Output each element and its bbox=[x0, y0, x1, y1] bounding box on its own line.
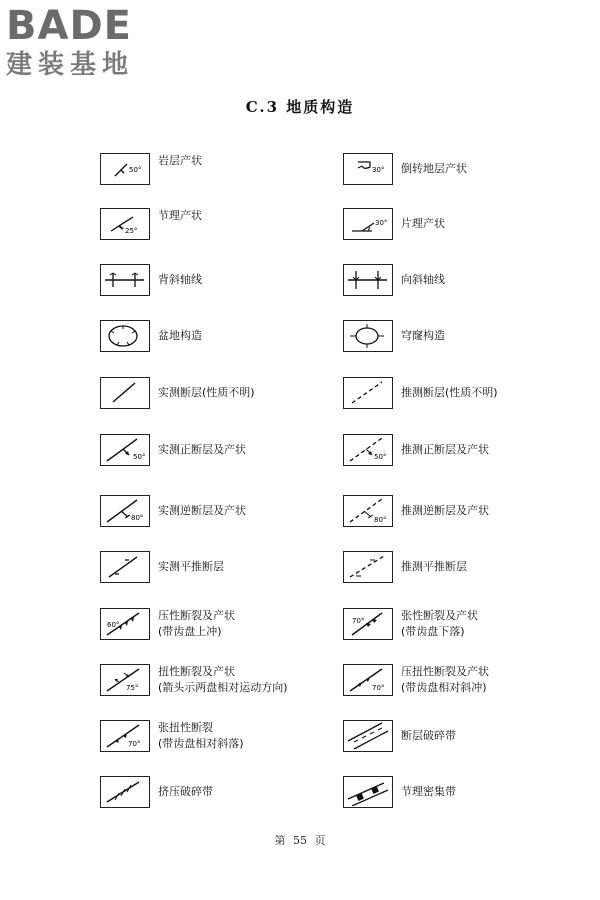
legend-label: 背斜轴线 bbox=[158, 273, 202, 286]
svg-text:80°: 80° bbox=[131, 514, 144, 522]
svg-text:30°: 30° bbox=[372, 166, 385, 174]
legend-label: 推测平推断层 bbox=[401, 560, 467, 573]
logo-subtitle: 建装基地 bbox=[6, 50, 135, 80]
legend-label-note: (带齿盘上冲) bbox=[158, 625, 222, 638]
symbol-measured-normal-fault-icon bbox=[100, 434, 150, 466]
logo-text: BADE bbox=[6, 3, 132, 49]
svg-text:75°: 75° bbox=[126, 684, 139, 692]
legend-label: 实测逆断层及产状 bbox=[158, 504, 246, 517]
bade-logo bbox=[6, 4, 134, 80]
legend-item-dense-joint-zone bbox=[343, 776, 600, 812]
legend-item-compression-crush-zone bbox=[100, 776, 360, 812]
svg-text:50°: 50° bbox=[133, 453, 146, 461]
symbol-measured-reverse-fault-icon bbox=[100, 495, 150, 527]
legend-item-syncline-axis bbox=[343, 264, 600, 300]
legend-label: 压性断裂及产状 bbox=[158, 609, 235, 622]
svg-text:80°: 80° bbox=[374, 516, 387, 524]
symbol-measured-strike-slip-fault-icon bbox=[100, 551, 150, 583]
legend-label-note: (带齿盘相对斜冲) bbox=[401, 681, 487, 694]
symbol-inferred-reverse-fault-icon bbox=[343, 495, 393, 527]
page-footer bbox=[0, 832, 600, 848]
legend-item-dome-structure bbox=[343, 320, 600, 356]
symbol-syncline-axis-icon bbox=[343, 264, 393, 296]
legend-label: 盆地构造 bbox=[158, 329, 202, 342]
legend-item-fault-crush-zone bbox=[343, 720, 600, 756]
svg-text:50°: 50° bbox=[374, 453, 387, 461]
symbol-anticline-axis-icon bbox=[100, 264, 150, 296]
legend-label: 片理产状 bbox=[401, 217, 445, 230]
legend-label: 推测正断层及产状 bbox=[401, 443, 489, 456]
legend-item-schistosity bbox=[343, 208, 600, 244]
legend-item-measured-fault bbox=[100, 377, 360, 413]
legend-label-note: (带齿盘下落) bbox=[401, 625, 465, 638]
svg-text:60°: 60° bbox=[107, 621, 120, 629]
svg-text:30°: 30° bbox=[375, 219, 388, 227]
legend-label: 向斜轴线 bbox=[401, 273, 445, 286]
legend-item-joint-attitude bbox=[100, 208, 360, 244]
symbol-inferred-fault-icon bbox=[343, 377, 393, 409]
legend-label: 岩层产状 bbox=[158, 154, 202, 167]
symbol-inferred-strike-slip-fault-icon bbox=[343, 551, 393, 583]
svg-text:25°: 25° bbox=[125, 227, 138, 235]
legend-label-note: (箭头示两盘相对运动方向) bbox=[158, 681, 288, 694]
symbol-compressive-torsional-fracture-icon bbox=[343, 664, 393, 696]
svg-text:70°: 70° bbox=[372, 684, 385, 692]
legend-label: 穹窿构造 bbox=[401, 329, 445, 342]
legend-label: 断层破碎带 bbox=[401, 729, 456, 742]
symbol-schistosity-icon bbox=[343, 208, 393, 240]
legend-item-compressive-fracture bbox=[100, 608, 360, 644]
svg-text:70°: 70° bbox=[352, 617, 365, 625]
symbol-measured-fault-icon bbox=[100, 377, 150, 409]
symbol-overturned-strata-icon bbox=[343, 153, 393, 185]
symbol-tensional-fracture-icon bbox=[343, 608, 393, 640]
symbol-basin-structure-icon bbox=[100, 320, 150, 352]
legend-label: 推测断层(性质不明) bbox=[401, 386, 498, 399]
svg-text:50°: 50° bbox=[129, 166, 142, 174]
legend-label: 挤压破碎带 bbox=[158, 785, 213, 798]
symbol-dome-structure-icon bbox=[343, 320, 393, 352]
legend-item-measured-reverse-fault bbox=[100, 495, 360, 531]
symbol-torsional-fracture-icon bbox=[100, 664, 150, 696]
legend-label: 实测断层(性质不明) bbox=[158, 386, 255, 399]
legend-item-tensional-torsional-fracture bbox=[100, 720, 360, 756]
legend-item-inferred-reverse-fault bbox=[343, 495, 600, 531]
svg-text:70°: 70° bbox=[128, 740, 141, 748]
section-title: C.3 地质构造 bbox=[245, 98, 355, 116]
legend-label: 实测正断层及产状 bbox=[158, 443, 246, 456]
legend-item-measured-strike-slip-fault bbox=[100, 551, 360, 587]
legend-label: 张扭性断裂 bbox=[158, 721, 213, 734]
legend-item-overturned-strata bbox=[343, 153, 600, 189]
legend-label: 节理产状 bbox=[158, 209, 202, 222]
legend-item-tensional-fracture bbox=[343, 608, 600, 644]
legend-label: 推测逆断层及产状 bbox=[401, 504, 489, 517]
symbol-dense-joint-zone-icon bbox=[343, 776, 393, 808]
legend-label-note: (带齿盘相对斜落) bbox=[158, 737, 244, 750]
legend-label: 扭性断裂及产状 bbox=[158, 665, 235, 678]
legend-item-strata-attitude bbox=[100, 153, 360, 189]
legend-label: 实测平推断层 bbox=[158, 560, 224, 573]
page-number: 55 bbox=[293, 834, 307, 847]
page-suffix: 页 bbox=[314, 834, 326, 847]
legend-item-basin-structure bbox=[100, 320, 360, 356]
legend-item-torsional-fracture bbox=[100, 664, 360, 700]
legend-item-inferred-normal-fault bbox=[343, 434, 600, 470]
legend-item-compressive-torsional-fracture bbox=[343, 664, 600, 700]
symbol-joint-attitude-icon bbox=[100, 208, 150, 240]
legend-item-inferred-strike-slip-fault bbox=[343, 551, 600, 587]
legend-item-anticline-axis bbox=[100, 264, 360, 300]
symbol-inferred-normal-fault-icon bbox=[343, 434, 393, 466]
legend-label: 张性断裂及产状 bbox=[401, 609, 478, 622]
symbol-compressive-fracture-icon bbox=[100, 608, 150, 640]
legend-label: 压扭性断裂及产状 bbox=[401, 665, 489, 678]
legend-item-inferred-fault bbox=[343, 377, 600, 413]
legend-label: 倒转地层产状 bbox=[401, 162, 467, 175]
page-prefix: 第 bbox=[274, 834, 286, 847]
legend-item-measured-normal-fault bbox=[100, 434, 360, 470]
symbol-compression-crush-zone-icon bbox=[100, 776, 150, 808]
symbol-strata-attitude-icon bbox=[100, 153, 150, 185]
legend-label: 节理密集带 bbox=[401, 785, 456, 798]
symbol-tensional-torsional-fracture-icon bbox=[100, 720, 150, 752]
symbol-fault-crush-zone-icon bbox=[343, 720, 393, 752]
